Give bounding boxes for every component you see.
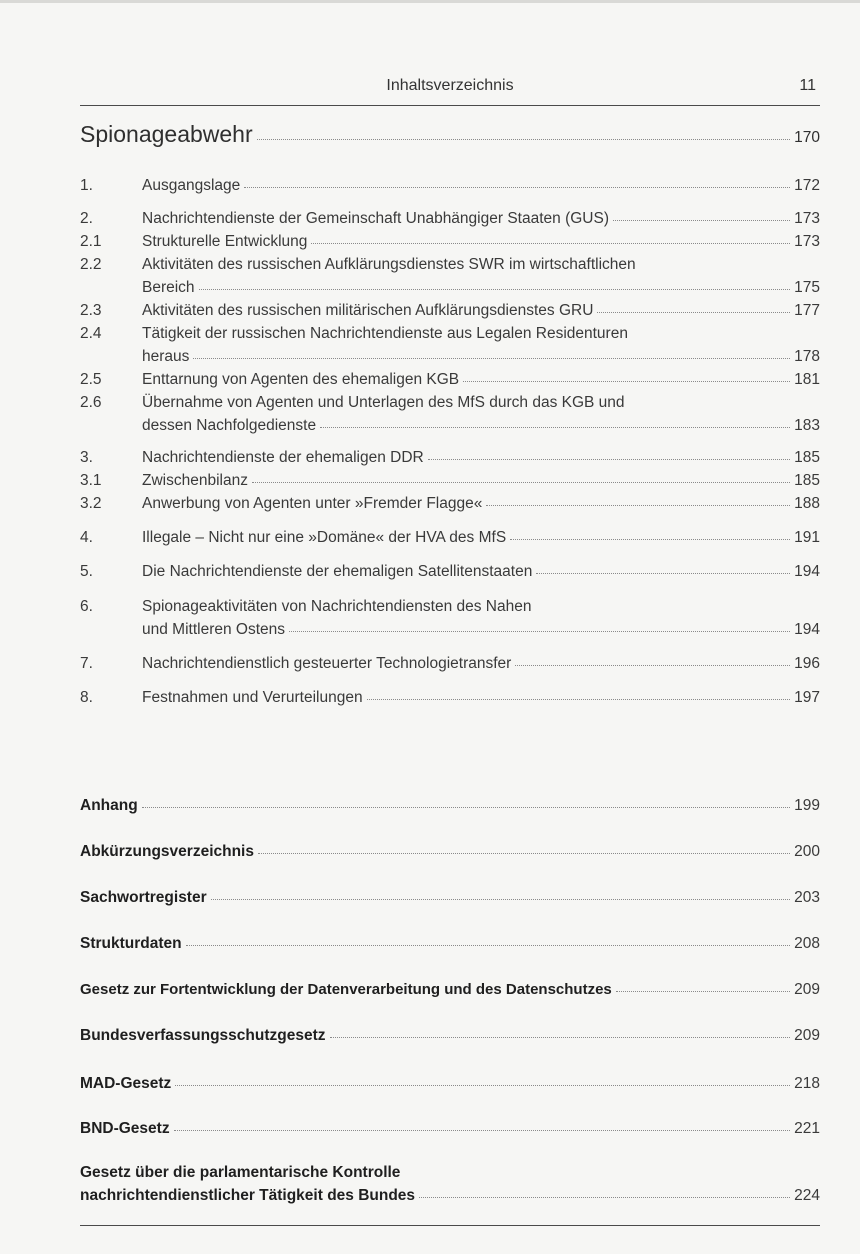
- entry-number: 7.: [80, 655, 93, 672]
- toc-entry: [142, 655, 820, 673]
- entry-page: 191: [794, 529, 820, 546]
- appendix-page: 218: [794, 1075, 820, 1092]
- section-heading: [80, 121, 820, 148]
- page-header: [80, 71, 820, 106]
- appendix-page: 224: [794, 1187, 820, 1204]
- entry-title: Enttarnung von Agenten des ehemaligen KGB: [142, 371, 460, 388]
- appendix-entry: [80, 889, 820, 907]
- appendix-entry: [80, 1187, 820, 1205]
- leader-dots: [311, 243, 790, 244]
- leader-dots: [616, 991, 790, 992]
- toc-entry: [142, 279, 820, 297]
- appendix-title: MAD-Gesetz: [80, 1075, 172, 1092]
- entry-number: 8.: [80, 689, 93, 706]
- leader-dots: [428, 459, 790, 460]
- appendix-entry: [80, 797, 820, 815]
- toc-entry: [142, 177, 820, 195]
- leader-dots: [174, 1130, 791, 1131]
- entry-number: 3.2: [80, 495, 102, 512]
- entry-title: Bereich: [142, 279, 195, 296]
- appendix-page: 200: [794, 843, 820, 860]
- appendix-title: BND-Gesetz: [80, 1120, 170, 1137]
- appendix-page: 208: [794, 935, 820, 952]
- leader-dots: [199, 289, 791, 290]
- entry-title: heraus: [142, 348, 190, 365]
- footer-rule: [80, 1225, 820, 1226]
- entry-title: Ausgangslage: [142, 177, 241, 194]
- toc-entry: [142, 233, 820, 251]
- entry-page: 175: [794, 279, 820, 296]
- appendix-entry: [80, 843, 820, 861]
- entry-number: 2.3: [80, 302, 102, 319]
- leader-dots: [515, 665, 790, 666]
- header-title: Inhaltsverzeichnis: [386, 77, 514, 94]
- entry-number: 1.: [80, 177, 93, 194]
- toc-entry: [142, 417, 820, 435]
- appendix-page: 199: [794, 797, 820, 814]
- appendix-title: Anhang: [80, 797, 138, 814]
- appendix-entry: [80, 981, 820, 999]
- entry-page: 185: [794, 449, 820, 466]
- entry-number: 2.6: [80, 394, 102, 411]
- entry-page: 188: [794, 495, 820, 512]
- leader-dots: [419, 1197, 790, 1198]
- entry-page: 194: [794, 621, 820, 638]
- entry-title: Strukturelle Entwicklung: [142, 233, 308, 250]
- leader-dots: [536, 573, 790, 574]
- entry-title: Illegale – Nicht nur eine »Domäne« der HVA des MfS: [142, 529, 507, 546]
- entry-title: Nachrichtendienste der ehemaligen DDR: [142, 449, 424, 466]
- section-title: Spionageabwehr: [80, 121, 253, 147]
- leader-dots: [193, 358, 790, 359]
- toc-entry: [142, 563, 820, 581]
- appendix-title: Abkürzungsverzeichnis: [80, 843, 254, 860]
- entry-title: und Mittleren Ostens: [142, 621, 286, 638]
- section-page: 170: [794, 129, 820, 146]
- entry-number: 3.1: [80, 472, 102, 489]
- entry-page: 173: [794, 233, 820, 250]
- entry-number: 2.4: [80, 325, 102, 342]
- toc-entry: [142, 449, 820, 467]
- leader-dots: [211, 899, 790, 900]
- appendix-title: Sachwortregister: [80, 889, 207, 906]
- appendix-page: 203: [794, 889, 820, 906]
- entry-title: Nachrichtendienstlich gesteuerter Technologietransfer: [142, 655, 512, 672]
- leader-dots: [367, 699, 791, 700]
- entry-page: 194: [794, 563, 820, 580]
- entry-number: 2.5: [80, 371, 102, 388]
- leader-dots: [142, 807, 790, 808]
- entry-number: 2.1: [80, 233, 102, 250]
- toc-entry: [142, 529, 820, 547]
- leader-dots: [613, 220, 790, 221]
- appendix-entry: [80, 935, 820, 953]
- appendix-page: 209: [794, 1027, 820, 1044]
- toc-entry: [142, 371, 820, 389]
- leader-dots: [244, 187, 790, 188]
- appendix-page: 221: [794, 1120, 820, 1137]
- entry-title: Zwischenbilanz: [142, 472, 248, 489]
- leader-dots: [175, 1085, 790, 1086]
- leader-dots: [257, 139, 790, 140]
- appendix-entry: [80, 1075, 820, 1093]
- toc-entry: [142, 210, 820, 228]
- leader-dots: [186, 945, 791, 946]
- entry-page: 181: [794, 371, 820, 388]
- entry-title: Aktivitäten des russischen militärischen Aufklärungsdienstes GRU: [142, 302, 594, 319]
- appendix-title: Strukturdaten: [80, 935, 182, 952]
- entry-title-line1: Übernahme von Agenten und Unterlagen des MfS durch das KGB und: [142, 394, 625, 411]
- toc-entry: [142, 348, 820, 366]
- appendix-title-line1: Gesetz über die parlamentarische Kontrolle: [80, 1164, 401, 1181]
- leader-dots: [289, 631, 790, 632]
- toc-entry: [142, 621, 820, 639]
- leader-dots: [258, 853, 790, 854]
- entry-page: 197: [794, 689, 820, 706]
- leader-dots: [463, 381, 790, 382]
- leader-dots: [252, 482, 790, 483]
- appendix-page: 209: [794, 981, 820, 998]
- entry-title: Anwerbung von Agenten unter »Fremder Flagge«: [142, 495, 483, 512]
- appendix-title: nachrichtendienstlicher Tätigkeit des Bundes: [80, 1187, 416, 1204]
- appendix-title: Bundesverfassungsschutzgesetz: [80, 1027, 326, 1044]
- header-page-number: 11: [799, 77, 816, 94]
- entry-title: Festnahmen und Verurteilungen: [142, 689, 363, 706]
- entry-page: 185: [794, 472, 820, 489]
- entry-number: 6.: [80, 598, 93, 615]
- entry-number: 5.: [80, 563, 93, 580]
- entry-page: 172: [794, 177, 820, 194]
- toc-entry: [142, 495, 820, 513]
- entry-number: 2.: [80, 210, 93, 227]
- entry-page: 177: [794, 302, 820, 319]
- entry-page: 178: [794, 348, 820, 365]
- entry-number: 2.2: [80, 256, 102, 273]
- leader-dots: [330, 1037, 791, 1038]
- entry-page: 183: [794, 417, 820, 434]
- entry-title: dessen Nachfolgedienste: [142, 417, 317, 434]
- leader-dots: [510, 539, 790, 540]
- entry-title-line1: Aktivitäten des russischen Aufklärungsdienstes SWR im wirtschaftlichen: [142, 256, 636, 273]
- entry-number: 4.: [80, 529, 93, 546]
- appendix-entry: [80, 1027, 820, 1045]
- appendix-title: Gesetz zur Fortentwicklung der Datenverarbeitung und des Datenschutzes: [80, 981, 612, 998]
- entry-page: 173: [794, 210, 820, 227]
- entry-title: Die Nachrichtendienste der ehemaligen Satellitenstaaten: [142, 563, 533, 580]
- entry-title-line1: Tätigkeit der russischen Nachrichtendienste aus Legalen Residenturen: [142, 325, 628, 342]
- toc-entry: [142, 302, 820, 320]
- leader-dots: [597, 312, 790, 313]
- appendix-entry: [80, 1120, 820, 1138]
- entry-page: 196: [794, 655, 820, 672]
- entry-title: Nachrichtendienste der Gemeinschaft Unabhängiger Staaten (GUS): [142, 210, 609, 227]
- toc-entry: [142, 472, 820, 490]
- leader-dots: [486, 505, 790, 506]
- leader-dots: [320, 427, 790, 428]
- toc-entry: [142, 689, 820, 707]
- entry-number: 3.: [80, 449, 93, 466]
- entry-title-line1: Spionageaktivitäten von Nachrichtendiensten des Nahen: [142, 598, 532, 615]
